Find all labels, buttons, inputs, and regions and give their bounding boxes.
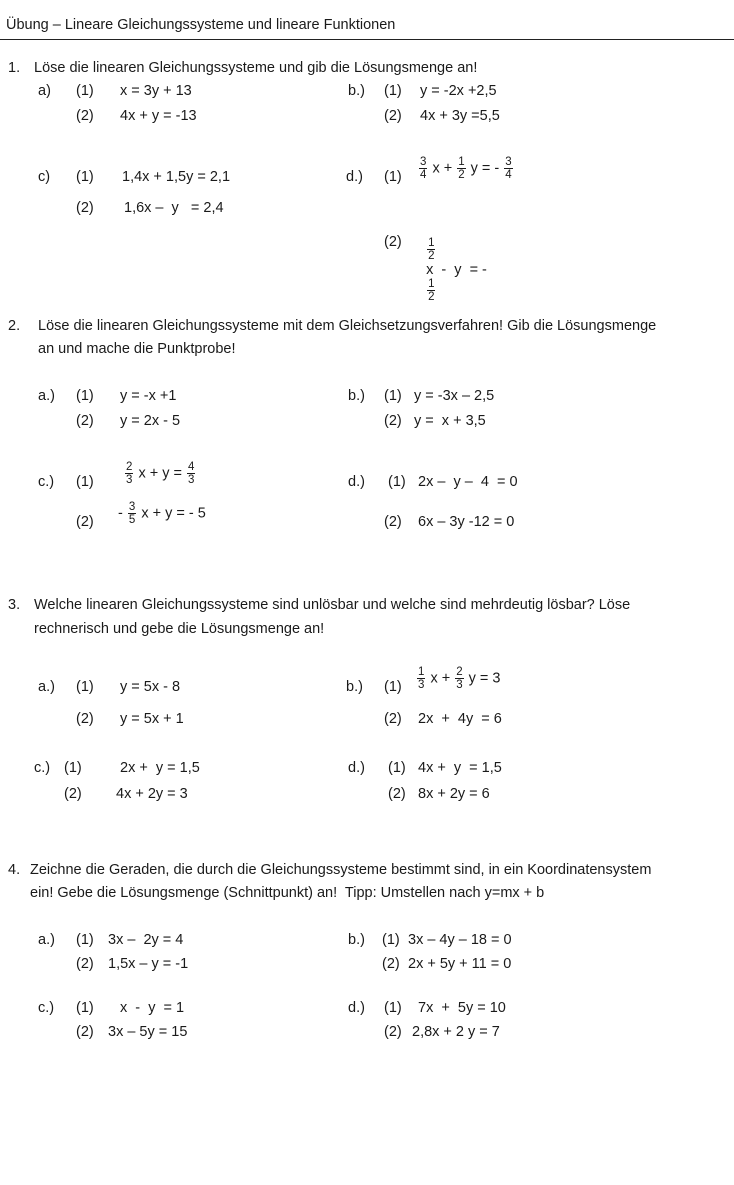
q1d-eq1-number: (1) [384,169,402,185]
q2b-eq1: y = -3x – 2,5 [414,388,495,404]
q3a-eq1-number: (1) [76,679,94,695]
q3a-eq1: y = 5x - 8 [120,679,181,695]
q4-text-line2: ein! Gebe die Lösungsmenge (Schnittpunkt) an! Tipp: Umstellen nach y=mx + b [30,885,545,901]
q1a-label: a) [38,83,51,99]
q3c-eq1-number: (1) [64,760,82,776]
q1a-eq2: 4x + y = -13 [120,108,197,124]
q2a-eq1-number: (1) [76,388,94,404]
q2d-eq1: 2x – y – 4 = 0 [418,474,518,490]
q3c-eq2: 4x + 2y = 3 [116,786,188,802]
q4b-label: b.) [348,932,365,948]
q2a-label: a.) [38,388,55,404]
q1c-eq1: 1,4x + 1,5y = 2,1 [122,169,231,185]
q4b-eq2-number: (2) [382,956,400,972]
q4d-eq2-number: (2) [384,1024,402,1040]
q3d-eq1-number: (1) [388,760,406,776]
q2b-eq2: y = x + 3,5 [414,413,486,429]
q3b-eq1-number: (1) [384,679,402,695]
q3a-eq2: y = 5x + 1 [120,711,184,727]
q4a-eq1-number: (1) [76,932,94,948]
fraction: $\frac{1}{2}$ [428,278,435,303]
q3a-label: a.) [38,679,55,695]
q1d-eq2-number: (2) [384,234,402,250]
fraction: $\frac{3}{4}$ [420,156,427,181]
q4b-eq1-number: (1) [382,932,400,948]
q2d-eq2-number: (2) [384,514,402,530]
q1c-label: c) [38,169,51,185]
q3-text-line1: Welche linearen Gleichungssysteme sind unlösbar und welche sind mehrdeutig lösbar? Löse [34,597,631,613]
q2d-label: d.) [348,474,365,490]
q2-text-line1: Löse die linearen Gleichungssysteme mit dem Gleichsetzungsverfahren! Gib die Lösungsmenge [38,318,657,334]
q2-number: 2. [8,318,21,334]
fraction: $\frac{4}{3}$ [188,461,195,486]
q3b-eq2: 2x + 4y = 6 [418,711,502,727]
q2a-eq1: y = -x +1 [120,388,177,404]
fraction: $\frac{3}{4}$ [505,156,512,181]
q1b-eq2: 4x + 3y =5,5 [420,108,500,124]
q3c-eq2-number: (2) [64,786,82,802]
q1c-eq1-number: (1) [76,169,94,185]
q3d-eq2-number: (2) [388,786,406,802]
q3-number: 3. [8,597,21,613]
q1b-label: b.) [348,83,365,99]
q3c-label: c.) [34,760,51,776]
q2b-eq1-number: (1) [384,388,402,404]
q1a-eq1-number: (1) [76,83,94,99]
fraction: $\frac{1}{3}$ [418,666,425,691]
q3d-label: d.) [348,760,365,776]
q4a-eq1: 3x – 2y = 4 [108,932,184,948]
q1a-eq1: x = 3y + 13 [120,83,192,99]
q3d-eq1: 4x + y = 1,5 [418,760,502,776]
q2b-label: b.) [348,388,365,404]
q4d-eq1-number: (1) [384,1000,402,1016]
q1c-eq2-number: (2) [76,200,94,216]
q1b-eq1: y = -2x +2,5 [420,83,497,99]
q1d-eq1: $\frac{3}{4}$ x + $\frac{1}{2}$ y = - $\frac{3}{4}$ [420,156,512,181]
q4d-eq1: 7x + 5y = 10 [418,1000,506,1016]
q4c-eq1-number: (1) [76,1000,94,1016]
fraction: $\frac{3}{5}$ [128,501,136,526]
q2c-eq2: - $\frac{3}{5}$ x + y = - 5 [118,501,206,526]
q3a-eq2-number: (2) [76,711,94,727]
q2-text-line2: an und mache die Punktprobe! [38,341,236,357]
q1d-eq2: $\frac{1}{2}$ x - y = - $\frac{1}{2}$ [426,237,487,303]
q2d-eq1-number: (1) [388,474,406,490]
q3b-eq1: $\frac{1}{3}$ x + $\frac{2}{3}$ y = 3 [418,666,501,691]
q4b-eq2: 2x + 5y + 11 = 0 [408,956,512,972]
q4-text-line1: Zeichne die Geraden, die durch die Gleichungssysteme bestimmt sind, in ein Koordinatensystem [30,862,652,878]
q2c-eq1-number: (1) [76,474,94,490]
q4-number: 4. [8,862,21,878]
fraction: $\frac{2}{3}$ [456,666,463,691]
q1a-eq2-number: (2) [76,108,94,124]
q3b-eq2-number: (2) [384,711,402,727]
q1b-eq1-number: (1) [384,83,402,99]
fraction: $\frac{1}{2}$ [458,156,465,181]
q4c-eq2-number: (2) [76,1024,94,1040]
q2b-eq2-number: (2) [384,413,402,429]
page-title: Übung – Lineare Gleichungssysteme und lineare Funktionen [6,17,396,33]
q4a-label: a.) [38,932,55,948]
q4a-eq2: 1,5x – y = -1 [108,956,189,972]
fraction: $\frac{2}{3}$ [126,461,133,486]
title-divider [0,39,734,40]
q1b-eq2-number: (2) [384,108,402,124]
q2c-eq1: $\frac{2}{3}$ x + y = $\frac{4}{3}$ [126,461,195,486]
q2d-eq2: 6x – 3y -12 = 0 [418,514,515,530]
q3-text-line2: rechnerisch und gebe die Lösungsmenge an! [34,621,325,637]
q4c-label: c.) [38,1000,55,1016]
q2a-eq2-number: (2) [76,413,94,429]
q1d-label: d.) [346,169,363,185]
q4d-eq2: 2,8x + 2 y = 7 [412,1024,500,1040]
q4c-eq1: x - y = 1 [120,1000,185,1016]
q3d-eq2: 8x + 2y = 6 [418,786,490,802]
q3c-eq1: 2x + y = 1,5 [120,760,200,776]
q1c-eq2: 1,6x – y = 2,4 [124,200,224,216]
q4d-label: d.) [348,1000,365,1016]
q4a-eq2-number: (2) [76,956,94,972]
fraction: $\frac{1}{2}$ [428,237,435,262]
q4b-eq1: 3x – 4y – 18 = 0 [408,932,512,948]
q4c-eq2: 3x – 5y = 15 [108,1024,188,1040]
q2c-label: c.) [38,474,55,490]
q3b-label: b.) [346,679,363,695]
q1-text: Löse die linearen Gleichungssysteme und gib die Lösungsmenge an! [34,60,478,76]
q1-number: 1. [8,60,21,76]
q2a-eq2: y = 2x - 5 [120,413,181,429]
q2c-eq2-number: (2) [76,514,94,530]
